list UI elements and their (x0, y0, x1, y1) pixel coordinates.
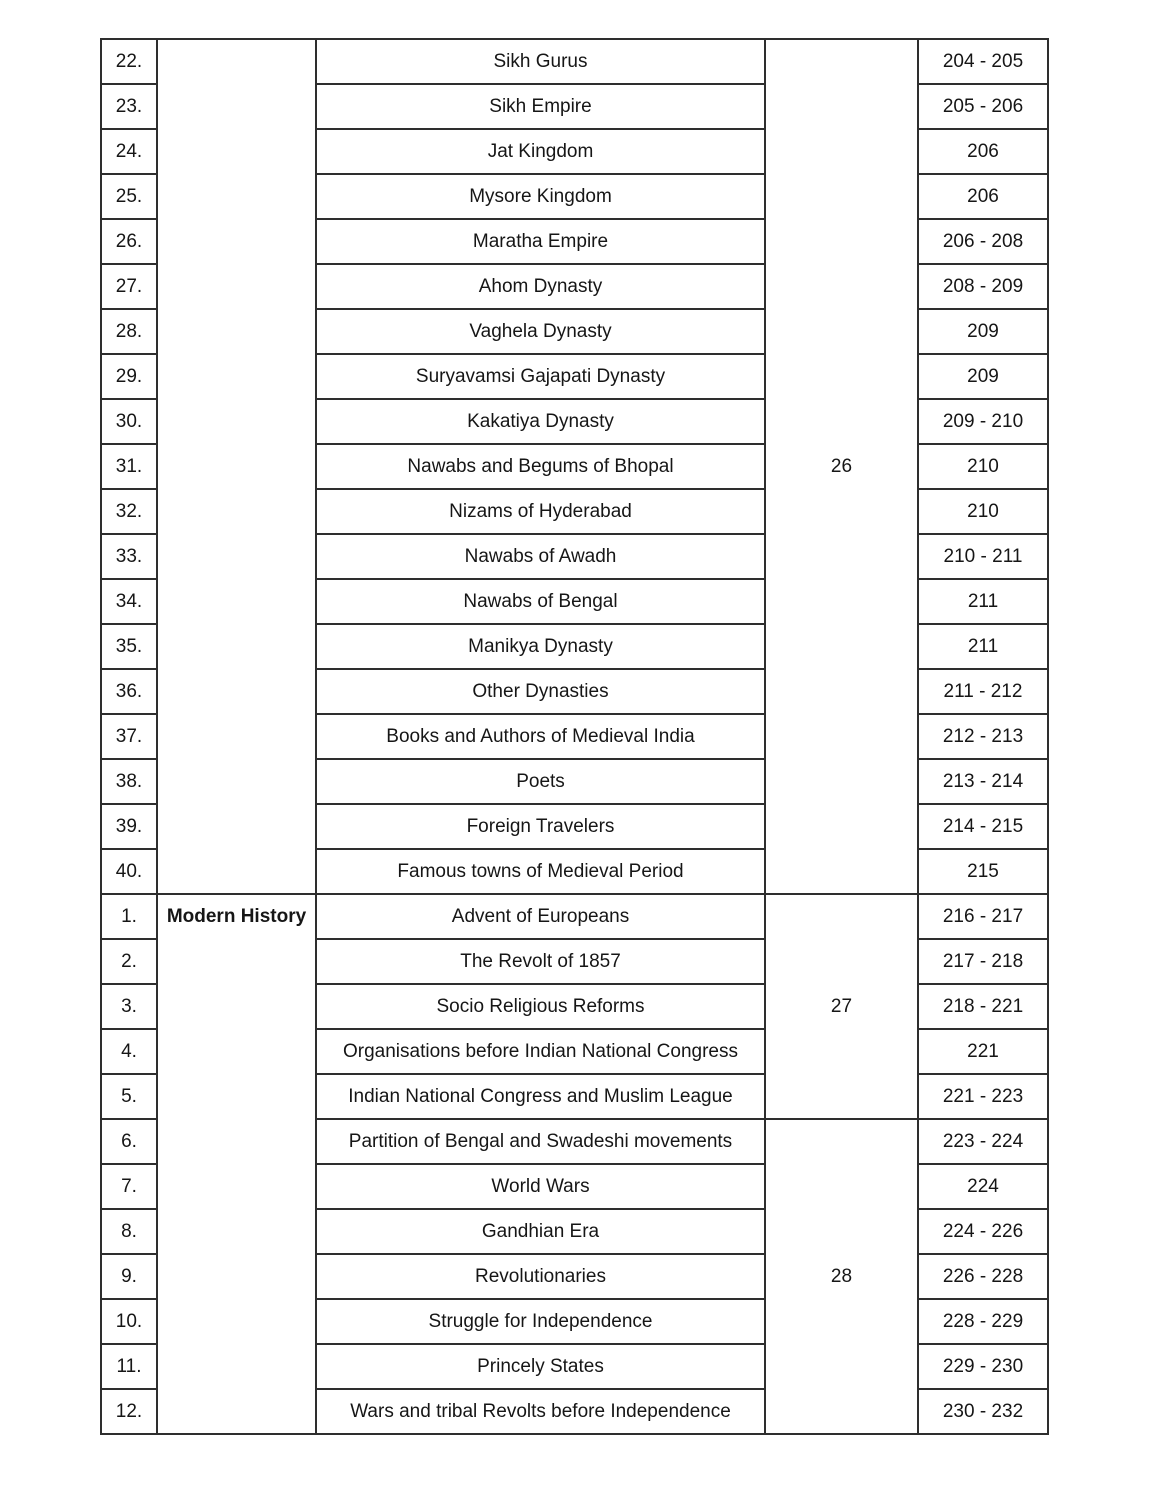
serial-number-cell: 9. (101, 1254, 157, 1299)
serial-number-cell: 22. (101, 39, 157, 84)
serial-number-cell: 30. (101, 399, 157, 444)
topic-cell: Ahom Dynasty (316, 264, 765, 309)
serial-number-cell: 35. (101, 624, 157, 669)
page-range-cell: 216 - 217 (918, 894, 1048, 939)
topic-cell: Books and Authors of Medieval India (316, 714, 765, 759)
page-range-cell: 229 - 230 (918, 1344, 1048, 1389)
topic-cell: Famous towns of Medieval Period (316, 849, 765, 894)
page-range-cell: 211 (918, 579, 1048, 624)
serial-number-cell: 26. (101, 219, 157, 264)
serial-number-cell: 4. (101, 1029, 157, 1074)
page-range-cell: 205 - 206 (918, 84, 1048, 129)
page-range-cell: 212 - 213 (918, 714, 1048, 759)
page-range-cell: 223 - 224 (918, 1119, 1048, 1164)
topic-cell: Organisations before Indian National Congress (316, 1029, 765, 1074)
topic-cell: Suryavamsi Gajapati Dynasty (316, 354, 765, 399)
topic-cell: Foreign Travelers (316, 804, 765, 849)
page-range-cell: 226 - 228 (918, 1254, 1048, 1299)
topic-cell: Advent of Europeans (316, 894, 765, 939)
topic-cell: Nawabs of Awadh (316, 534, 765, 579)
topic-cell: Kakatiya Dynasty (316, 399, 765, 444)
topic-cell: Struggle for Independence (316, 1299, 765, 1344)
page-range-cell: 218 - 221 (918, 984, 1048, 1029)
page-range-cell: 217 - 218 (918, 939, 1048, 984)
page-range-cell: 209 - 210 (918, 399, 1048, 444)
serial-number-cell: 32. (101, 489, 157, 534)
serial-number-cell: 37. (101, 714, 157, 759)
topic-cell: Mysore Kingdom (316, 174, 765, 219)
section-name-cell: Modern History (157, 894, 316, 1434)
serial-number-cell: 3. (101, 984, 157, 1029)
serial-number-cell: 1. (101, 894, 157, 939)
serial-number-cell: 24. (101, 129, 157, 174)
contents-table (100, 38, 1049, 1435)
page-range-cell: 210 (918, 444, 1048, 489)
topic-cell: Socio Religious Reforms (316, 984, 765, 1029)
section-empty-cell (157, 39, 316, 894)
topic-cell: Gandhian Era (316, 1209, 765, 1254)
page-range-cell: 224 (918, 1164, 1048, 1209)
page-range-cell: 213 - 214 (918, 759, 1048, 804)
serial-number-cell: 25. (101, 174, 157, 219)
page-range-cell: 209 (918, 309, 1048, 354)
topic-cell: Nawabs and Begums of Bhopal (316, 444, 765, 489)
serial-number-cell: 29. (101, 354, 157, 399)
topic-cell: The Revolt of 1857 (316, 939, 765, 984)
topic-cell: Other Dynasties (316, 669, 765, 714)
serial-number-cell: 31. (101, 444, 157, 489)
page-range-cell: 214 - 215 (918, 804, 1048, 849)
page-range-cell: 209 (918, 354, 1048, 399)
chapter-number-cell: 27 (765, 894, 918, 1119)
page-range-cell: 221 (918, 1029, 1048, 1074)
serial-number-cell: 10. (101, 1299, 157, 1344)
serial-number-cell: 36. (101, 669, 157, 714)
page-range-cell: 210 (918, 489, 1048, 534)
serial-number-cell: 33. (101, 534, 157, 579)
page-range-cell: 211 (918, 624, 1048, 669)
chapter-number-cell: 28 (765, 1119, 918, 1434)
page-range-cell: 206 - 208 (918, 219, 1048, 264)
topic-cell: Manikya Dynasty (316, 624, 765, 669)
topic-cell: Princely States (316, 1344, 765, 1389)
page-range-cell: 210 - 211 (918, 534, 1048, 579)
serial-number-cell: 5. (101, 1074, 157, 1119)
topic-cell: Partition of Bengal and Swadeshi movements (316, 1119, 765, 1164)
serial-number-cell: 38. (101, 759, 157, 804)
serial-number-cell: 27. (101, 264, 157, 309)
page-range-cell: 221 - 223 (918, 1074, 1048, 1119)
topic-cell: Wars and tribal Revolts before Independence (316, 1389, 765, 1434)
page-range-cell: 206 (918, 129, 1048, 174)
page-range-cell: 208 - 209 (918, 264, 1048, 309)
serial-number-cell: 40. (101, 849, 157, 894)
serial-number-cell: 39. (101, 804, 157, 849)
topic-cell: Nawabs of Bengal (316, 579, 765, 624)
serial-number-cell: 11. (101, 1344, 157, 1389)
serial-number-cell: 2. (101, 939, 157, 984)
topic-cell: Jat Kingdom (316, 129, 765, 174)
page-range-cell: 224 - 226 (918, 1209, 1048, 1254)
serial-number-cell: 7. (101, 1164, 157, 1209)
page-range-cell: 215 (918, 849, 1048, 894)
topic-cell: Maratha Empire (316, 219, 765, 264)
page-range-cell: 211 - 212 (918, 669, 1048, 714)
page-range-cell: 206 (918, 174, 1048, 219)
topic-cell: Poets (316, 759, 765, 804)
serial-number-cell: 6. (101, 1119, 157, 1164)
page-range-cell: 204 - 205 (918, 39, 1048, 84)
serial-number-cell: 8. (101, 1209, 157, 1254)
topic-cell: Sikh Gurus (316, 39, 765, 84)
page-range-cell: 230 - 232 (918, 1389, 1048, 1434)
topic-cell: Nizams of Hyderabad (316, 489, 765, 534)
chapter-number-cell: 26 (765, 39, 918, 894)
topic-cell: Indian National Congress and Muslim League (316, 1074, 765, 1119)
topic-cell: Vaghela Dynasty (316, 309, 765, 354)
topic-cell: Sikh Empire (316, 84, 765, 129)
topic-cell: World Wars (316, 1164, 765, 1209)
serial-number-cell: 23. (101, 84, 157, 129)
serial-number-cell: 34. (101, 579, 157, 624)
topic-cell: Revolutionaries (316, 1254, 765, 1299)
page-range-cell: 228 - 229 (918, 1299, 1048, 1344)
serial-number-cell: 12. (101, 1389, 157, 1434)
serial-number-cell: 28. (101, 309, 157, 354)
